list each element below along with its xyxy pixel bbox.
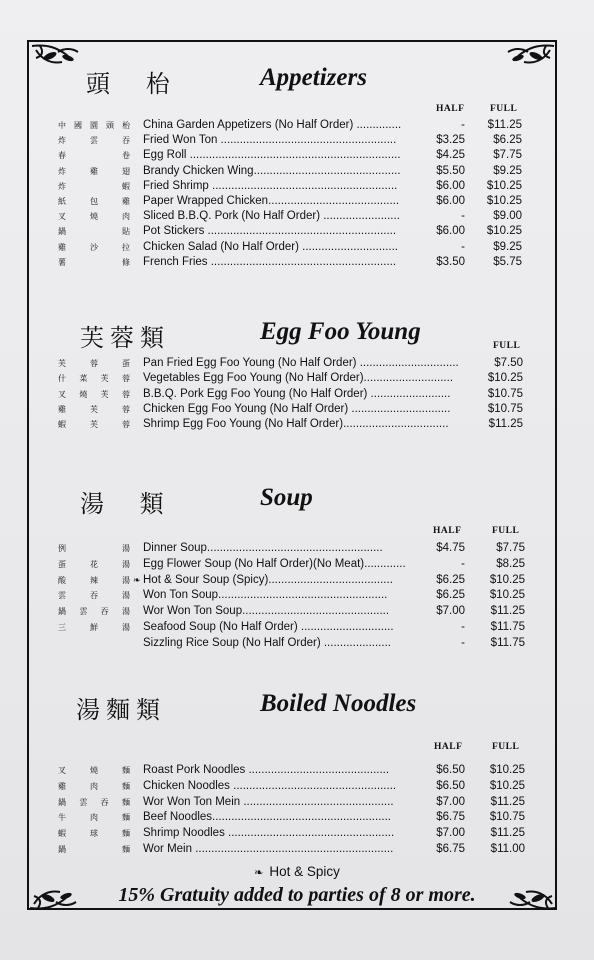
full-price: $7.50 (494, 357, 523, 369)
full-price: $9.25 (493, 164, 522, 177)
full-price: $10.75 (487, 402, 523, 415)
full-price: $10.25 (489, 573, 525, 586)
full-price: $9.00 (493, 210, 522, 223)
half-price: $3.50 (436, 255, 465, 268)
half-price: $6.50 (436, 779, 465, 792)
full-price: $6.25 (493, 134, 522, 147)
item-name: Fried Shrimp .......................................................... (143, 179, 398, 192)
item-chinese-name: 叉 燒 芙 蓉 (58, 389, 130, 399)
item-chinese-name: 酸 辣 湯 (58, 575, 130, 585)
full-price: $5.75 (493, 255, 522, 268)
menu-item-row (40, 241, 545, 256)
half-price: $5.50 (436, 164, 465, 177)
half-price: $6.00 (436, 195, 465, 207)
egg-foo-young-section (40, 318, 545, 438)
item-name: Pan Fried Egg Foo Young (No Half Order) ............................... (143, 357, 459, 369)
item-chinese-name: 鍋 雲 吞 湯 (58, 607, 130, 617)
menu-item-row (40, 827, 545, 842)
item-chinese-name: 雞 芙 蓉 (58, 404, 130, 414)
full-price: $10.25 (489, 779, 525, 792)
half-price: - (461, 240, 465, 253)
full-price: $10.25 (489, 589, 525, 602)
item-name: Wor Mein .............................................................. (143, 843, 394, 855)
section-title: Boiled Noodles (260, 690, 417, 717)
menu-item-row (40, 605, 545, 620)
half-price: $4.25 (436, 149, 465, 162)
item-name: Wor Won Ton Mein ............................................... (143, 795, 394, 808)
item-chinese-name: 牛 肉 麵 (58, 813, 130, 823)
half-price: $4.75 (436, 542, 465, 554)
full-price: $11.75 (490, 636, 525, 649)
item-chinese-name: 蝦 芙 蓉 (58, 420, 130, 430)
half-price: $6.75 (436, 811, 465, 824)
half-price: - (461, 621, 465, 633)
item-chinese-name: 什 菜 芙 蓉 (58, 374, 130, 384)
full-price: $11.25 (487, 119, 522, 131)
item-chinese-name: 蛋 花 湯 (58, 559, 130, 569)
gratuity-notice: 15% Gratuity added to parties of 8 or more. (118, 884, 476, 906)
menu-item-row (40, 764, 545, 779)
menu-item-row (40, 403, 545, 418)
full-price: $10.25 (487, 372, 523, 385)
half-column-header: HALF (436, 104, 465, 114)
menu-item-row (40, 574, 545, 589)
half-price: $7.00 (436, 827, 465, 840)
full-price: $7.75 (493, 149, 522, 162)
item-name: Vegetables Egg Foo Young (No Half Order)............................ (143, 372, 454, 385)
chili-pepper-icon: ❧ (254, 867, 264, 879)
menu-item-row (40, 388, 545, 403)
item-chinese-name: 蝦 球 麵 (58, 829, 130, 839)
menu-item-row (40, 357, 545, 372)
item-name: Hot & Sour Soup (Spicy)....................................... (143, 573, 393, 586)
full-price: $11.25 (488, 418, 523, 431)
item-chinese-name: 雞 沙 拉 (58, 242, 130, 252)
full-price: $11.75 (490, 621, 525, 633)
half-price: $3.25 (436, 134, 465, 147)
section-title: Egg Foo Young (260, 318, 421, 345)
menu-item-row (40, 165, 545, 180)
spicy-legend (0, 864, 594, 879)
item-chinese-name: 雲 吞 湯 (58, 591, 130, 601)
full-price: $10.25 (486, 225, 522, 238)
menu-item-row (40, 558, 545, 573)
section-title: Appetizers (260, 64, 367, 91)
item-chinese-name: 鍋 雲 吞 麵 (58, 797, 130, 807)
appetizers-section (40, 64, 545, 274)
half-price: $7.00 (436, 605, 465, 618)
section-title-chinese: 芙蓉類 (80, 324, 170, 352)
item-chinese-name: 紙 包 雞 (58, 197, 130, 206)
item-name: Paper Wrapped Chicken......................................... (143, 195, 400, 207)
item-chinese-name: 炸 雞 翅 (58, 166, 130, 176)
half-price: - (461, 119, 465, 131)
menu-item-row (40, 811, 545, 826)
item-name: Brandy Chicken Wing.............................................. (143, 164, 401, 177)
full-column-header: FULL (492, 742, 520, 752)
item-name: Chicken Noodles ................................................... (143, 779, 397, 792)
full-column-header: FULL (493, 341, 521, 351)
menu-item-row (40, 149, 545, 164)
menu-item-row (40, 180, 545, 195)
half-price: $6.00 (436, 179, 465, 192)
menu-item-row (40, 225, 545, 240)
half-price: $6.75 (436, 843, 465, 855)
full-column-header: FULL (490, 104, 518, 114)
section-title: Soup (260, 484, 313, 511)
item-name: Dinner Soup....................................................... (143, 542, 383, 554)
boiled-noodles-section (40, 690, 545, 860)
item-name: Pot Stickers ........................................................... (143, 225, 397, 238)
full-column-header: FULL (492, 526, 520, 536)
menu-item-row (40, 621, 545, 636)
item-chinese-name: 鍋 麵 (58, 845, 130, 854)
item-name: Egg Flower Soup (No Half Order)(No Meat)............. (143, 557, 406, 570)
full-price: $10.25 (489, 764, 525, 776)
menu-item-row (40, 418, 545, 433)
section-title-chinese: 頭 枱 (86, 70, 184, 98)
menu-item-row (40, 119, 545, 134)
item-name: China Garden Appetizers (No Half Order) .............. (143, 119, 402, 131)
menu-item-row (40, 796, 545, 811)
item-name: Wor Won Ton Soup.............................................. (143, 605, 390, 618)
item-name: Shrimp Egg Foo Young (No Half Order)................................. (143, 418, 449, 431)
half-column-header: HALF (433, 526, 462, 536)
item-chinese-name: 雞 肉 麵 (58, 781, 130, 791)
item-chinese-name: 叉 燒 麵 (58, 766, 130, 775)
item-name: Sizzling Rice Soup (No Half Order) ..................... (143, 636, 391, 649)
item-name: Won Ton Soup..................................................... (143, 589, 388, 602)
half-column-header: HALF (434, 742, 463, 752)
menu-item-row (40, 780, 545, 795)
item-name: Chicken Salad (No Half Order) .............................. (143, 240, 398, 253)
half-price: $6.00 (436, 225, 465, 238)
half-price: $6.25 (436, 589, 465, 602)
full-price: $8.25 (496, 557, 525, 570)
menu-item-row (40, 843, 545, 858)
full-price: $11.25 (490, 827, 525, 840)
item-chinese-name: 叉 燒 肉 (58, 212, 130, 222)
item-name: B.B.Q. Pork Egg Foo Young (No Half Order) ......................... (143, 387, 451, 400)
menu-item-row (40, 134, 545, 149)
full-price: $10.25 (486, 195, 522, 207)
item-name: Sliced B.B.Q. Pork (No Half Order) ........................ (143, 210, 400, 223)
item-chinese-name: 薯 條 (58, 257, 130, 267)
item-name: Chicken Egg Foo Young (No Half Order) ............................... (143, 402, 451, 415)
item-name: Egg Roll .................................................................. (143, 149, 401, 162)
full-price: $11.00 (490, 843, 525, 855)
soup-section (40, 484, 545, 654)
item-name: Roast Pork Noodles ............................................ (143, 764, 390, 776)
half-price: $7.00 (436, 795, 465, 808)
menu-item-row (40, 542, 545, 557)
item-name: Beef Noodles........................................................ (143, 811, 391, 824)
chili-pepper-icon: ❧ (133, 574, 141, 585)
half-price: - (461, 636, 465, 649)
item-name: Shrimp Noodles .................................................... (143, 827, 395, 840)
full-price: $7.75 (496, 542, 525, 554)
item-chinese-name: 芙 蓉 蛋 (58, 359, 130, 368)
full-price: $10.25 (486, 179, 522, 192)
full-price: $10.75 (489, 811, 525, 824)
item-chinese-name: 三 鮮 湯 (58, 623, 130, 632)
item-name: Fried Won Ton ....................................................... (143, 134, 397, 147)
half-price: - (461, 210, 465, 223)
item-chinese-name: 春 卷 (58, 151, 130, 161)
full-price: $11.25 (490, 605, 525, 618)
full-price: $11.25 (490, 795, 525, 808)
menu-item-row (40, 210, 545, 225)
full-price: $10.75 (487, 387, 523, 400)
item-chinese-name: 例 湯 (58, 544, 130, 553)
legend-text: Hot & Spicy (269, 864, 340, 879)
menu-item-row (40, 637, 545, 652)
item-name: Seafood Soup (No Half Order) ............................. (143, 621, 394, 633)
half-price: $6.25 (436, 573, 465, 586)
menu-item-row (40, 256, 545, 271)
half-price: $6.50 (436, 764, 465, 776)
item-name: French Fries .......................................................... (143, 255, 397, 268)
item-chinese-name: 炸 雲 吞 (58, 136, 130, 146)
section-title-chinese: 湯 類 (80, 490, 178, 518)
section-title-chinese: 湯麵類 (76, 696, 166, 724)
item-chinese-name: 炸 蝦 (58, 181, 130, 191)
full-price: $9.25 (493, 240, 522, 253)
item-chinese-name: 中 國 園 頭 枱 (58, 121, 130, 130)
menu-item-row (40, 195, 545, 210)
item-chinese-name: 鍋 貼 (58, 227, 130, 237)
menu-item-row (40, 372, 545, 387)
half-price: - (461, 557, 465, 570)
menu-item-row (40, 589, 545, 604)
